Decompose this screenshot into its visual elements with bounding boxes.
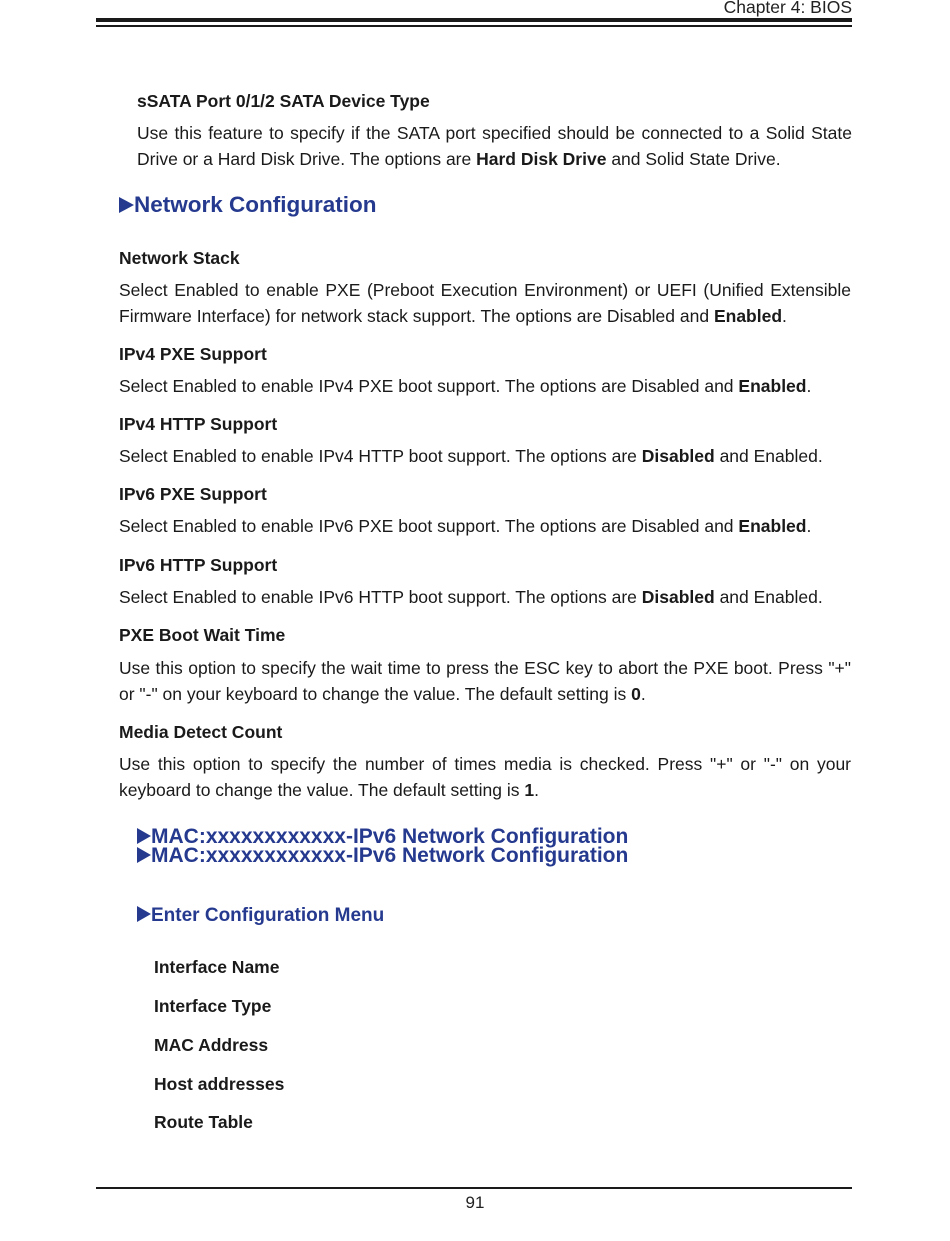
ipv4-http-support-title: IPv4 HTTP Support bbox=[119, 414, 278, 434]
ssata-title: sSATA Port 0/1/2 SATA Device Type bbox=[137, 91, 430, 111]
page-number: 91 bbox=[465, 1193, 485, 1212]
ipv4-pxe-support-title: IPv4 PXE Support bbox=[119, 344, 267, 364]
ssata-description: Use this feature to specify if the SATA port specified should be connected to a Solid State Drive or a Hard Disk Drive. The options are Hard Disk Drive and Solid State Drive. bbox=[137, 123, 852, 169]
media-detect-count-description: Use this option to specify the number of times media is checked. Press "+" or "-" on your keyboard to change the value. The default setting is 1. bbox=[119, 754, 851, 800]
ipv6-http-support-title: IPv6 HTTP Support bbox=[119, 555, 278, 575]
triangle-right-icon bbox=[137, 828, 151, 844]
footer-rule bbox=[96, 1187, 852, 1189]
ipv6-pxe-support-description: Select Enabled to enable IPv6 PXE boot support. The options are Disabled and Enabled. bbox=[119, 516, 812, 536]
header-rule-thin bbox=[96, 25, 852, 27]
interface-type-item: Interface Type bbox=[154, 996, 272, 1016]
triangle-right-icon bbox=[119, 197, 134, 213]
mac-address-item: MAC Address bbox=[154, 1035, 269, 1055]
chapter-header: Chapter 4: BIOS bbox=[723, 0, 852, 17]
ipv6-http-support-description: Select Enabled to enable IPv6 HTTP boot support. The options are Disabled and Enabled. bbox=[119, 587, 823, 607]
network-configuration-heading: Network Configuration bbox=[119, 192, 377, 218]
mac-ipv6-network-configuration-link: MAC:xxxxxxxxxxxx-IPv6 Network Configuration bbox=[137, 846, 628, 865]
ipv4-pxe-support-description: Select Enabled to enable IPv4 PXE boot support. The options are Disabled and Enabled. bbox=[119, 376, 812, 396]
host-addresses-item: Host addresses bbox=[154, 1074, 285, 1094]
header-rule-thick bbox=[96, 18, 852, 22]
pxe-boot-wait-time-title: PXE Boot Wait Time bbox=[119, 625, 286, 645]
mac-ipv6-network-configuration-link: MAC:xxxxxxxxxxxx-IPv6 Network Configuration bbox=[137, 827, 628, 846]
ipv4-http-support-description: Select Enabled to enable IPv4 HTTP boot support. The options are Disabled and Enabled. bbox=[119, 446, 823, 466]
triangle-right-icon bbox=[137, 906, 151, 922]
route-table-item: Route Table bbox=[154, 1112, 253, 1132]
ipv6-pxe-support-title: IPv6 PXE Support bbox=[119, 484, 267, 504]
triangle-right-icon bbox=[137, 847, 151, 863]
media-detect-count-title: Media Detect Count bbox=[119, 722, 283, 742]
network-stack-title: Network Stack bbox=[119, 248, 240, 268]
network-stack-description: Select Enabled to enable PXE (Preboot Execution Environment) or UEFI (Unified Extensible Firmware Interface) for network stack support. The options are Disabled and Enabled. bbox=[119, 280, 851, 326]
interface-name-item: Interface Name bbox=[154, 957, 280, 977]
enter-configuration-menu-heading: Enter Configuration Menu bbox=[137, 905, 384, 927]
pxe-boot-wait-time-description: Use this option to specify the wait time to press the ESC key to abort the PXE boot. Press "+" or "-" on your keyboard to change the value. The default setting is 0. bbox=[119, 658, 851, 704]
